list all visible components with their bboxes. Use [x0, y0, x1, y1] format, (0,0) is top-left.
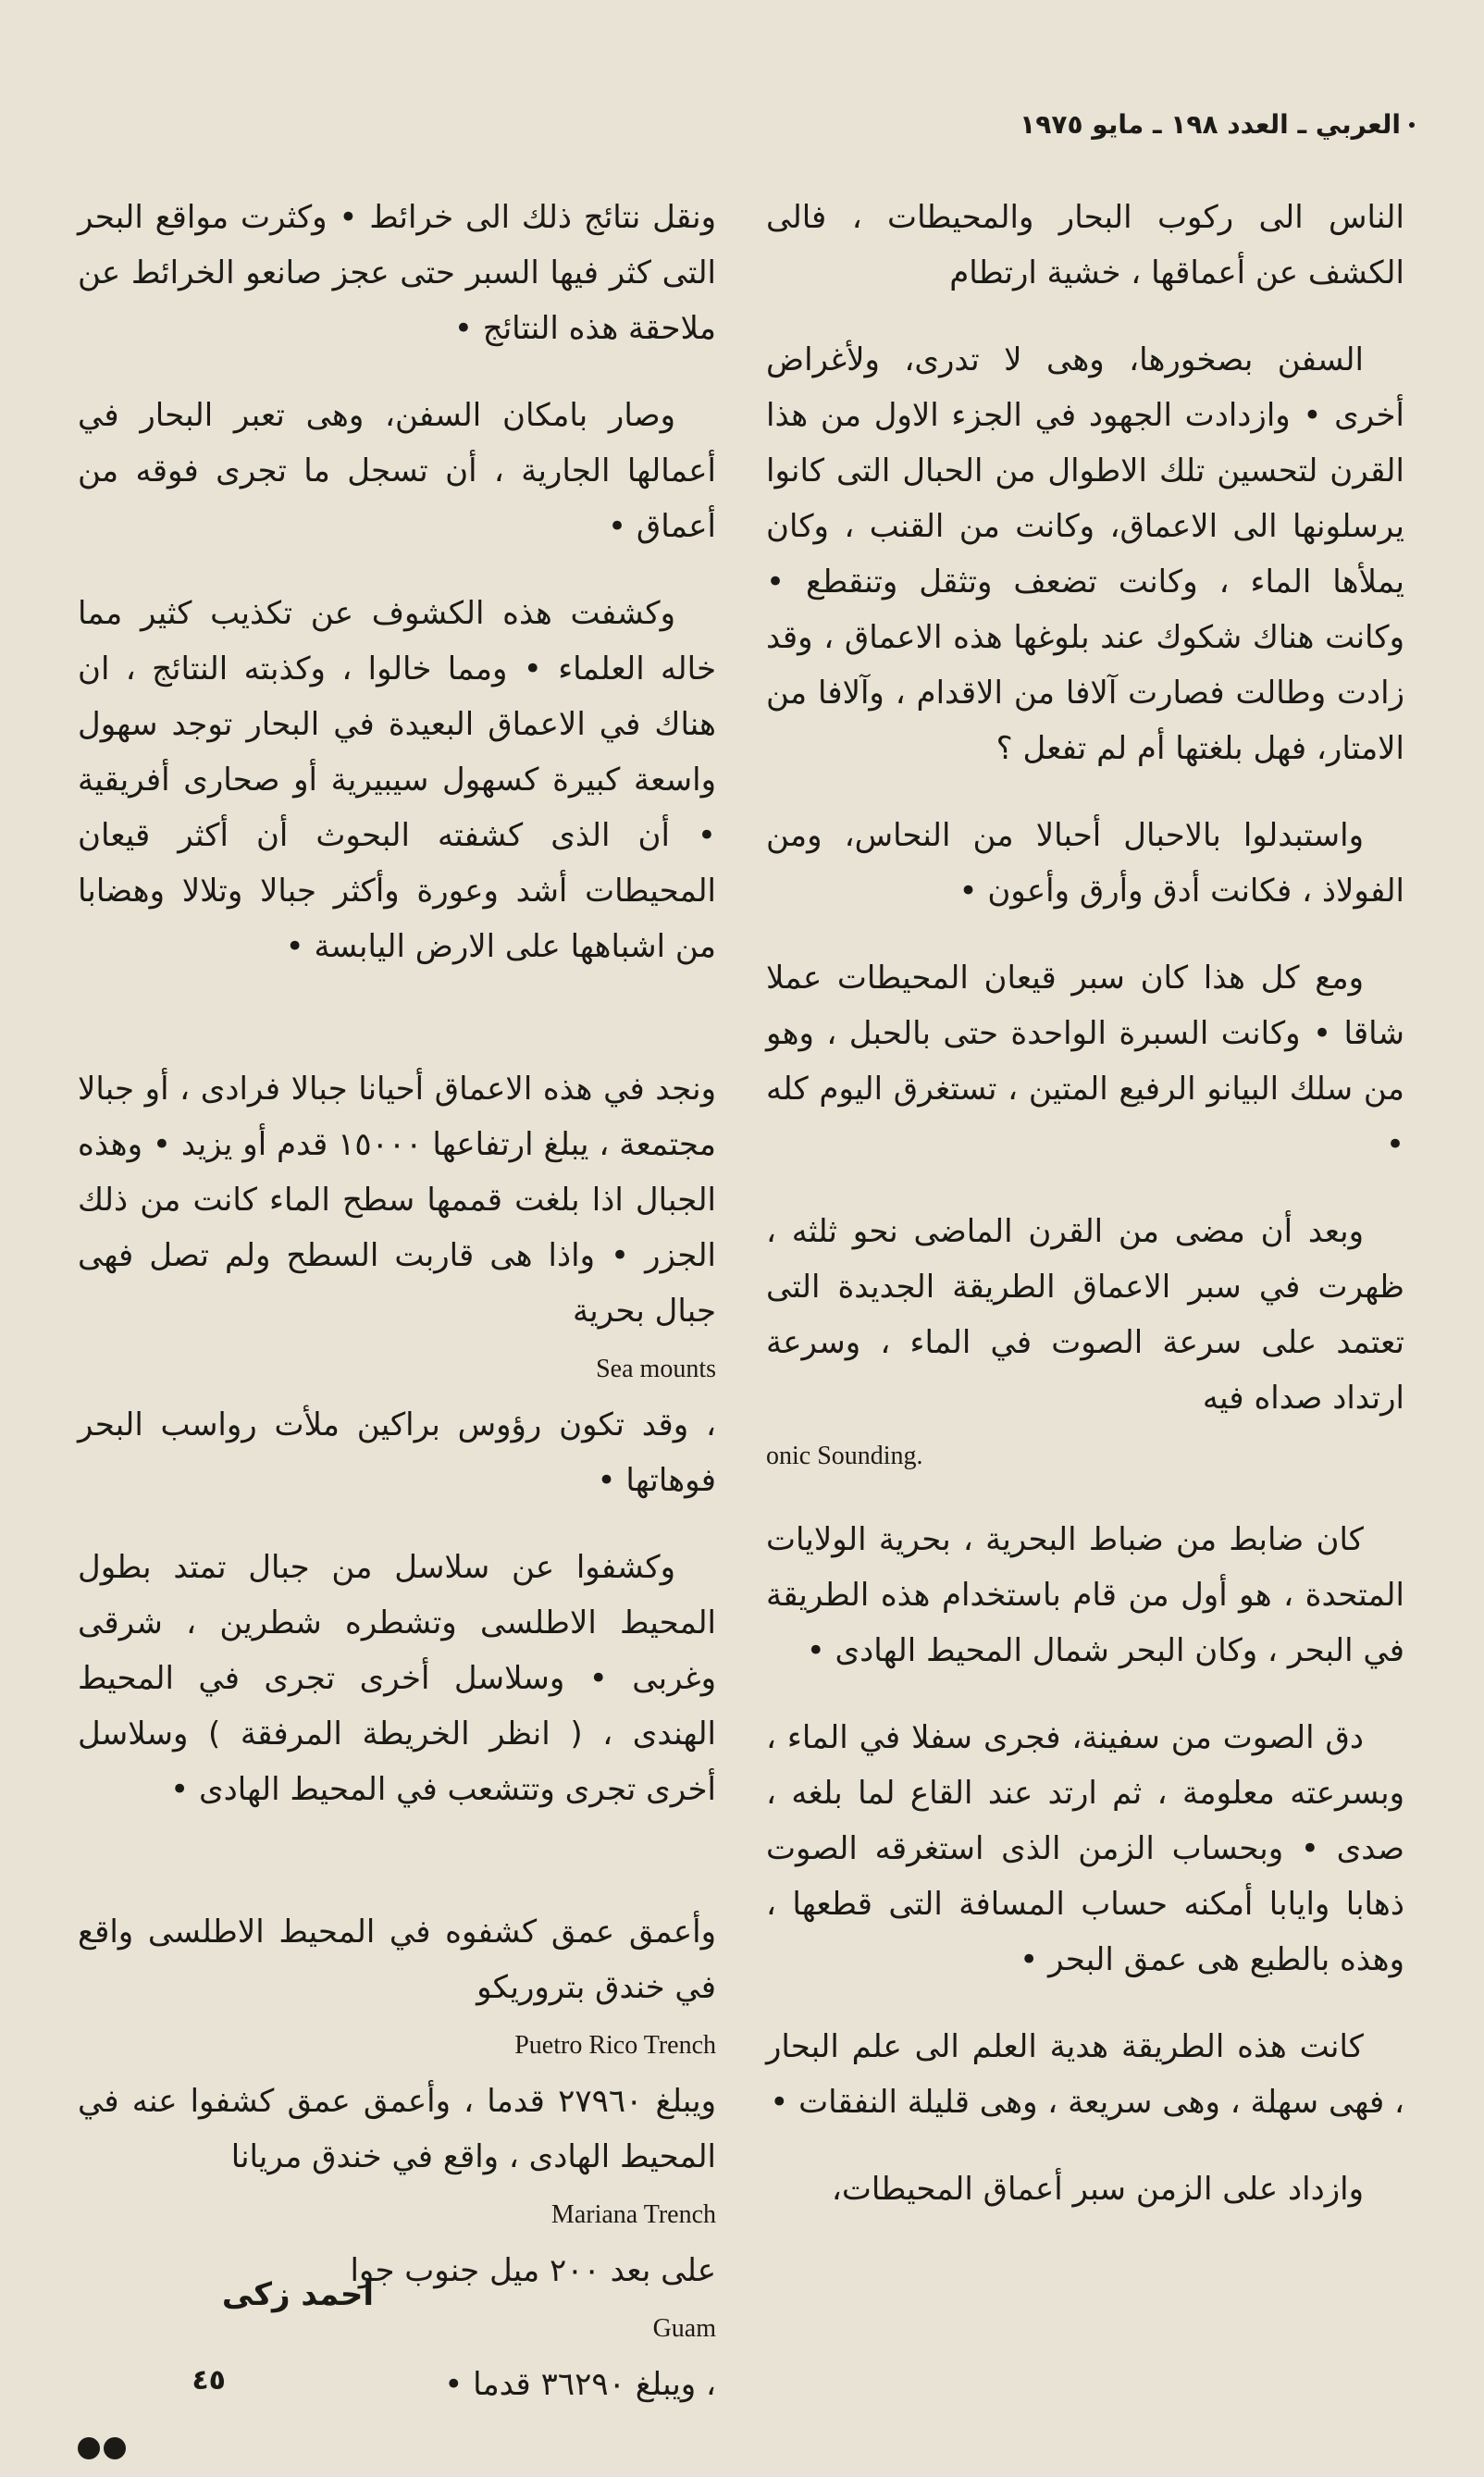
paragraph — [78, 1006, 716, 1508]
mariana-term: Mariana Trench — [550, 2200, 716, 2229]
guam-term: Guam — [652, 2314, 716, 2343]
paragraph-text: ونجد في هذه الاعماق أحيانا جبالا فرادى ، أو جبالا مجتمعة ، يبلغ ارتفاعها ١٥٠٠٠ قدم أو يزيد • وهذه الجبال اذا بلغت قممها سطح الماء كانت من ذلك الجزر • واذا هى قاربت السطح ولم تصل فهى جبال بحرية — [78, 1071, 716, 1330]
header-dot — [1409, 122, 1415, 128]
paragraph-text: وأعمق عمق كشفوه في المحيط الاطلسى واقع في خندق بتروريكو — [78, 1913, 716, 2006]
sea-mounts-term: Sea mounts — [596, 1355, 716, 1383]
right-column — [766, 190, 1404, 2248]
running-header: العربي ـ العدد ١٩٨ ـ مايو ١٩٧٥ — [1020, 109, 1401, 140]
paragraph-text: على بعد ٢٠٠ ميل جنوب جوا — [350, 2252, 716, 2289]
paragraph: الناس الى ركوب البحار والمحيطات ، فالى الكشف عن أعماقها ، خشية ارتطام — [766, 199, 1404, 291]
page-number: ٤٥ — [192, 2364, 226, 2396]
author-name: احمد زكى — [221, 2276, 374, 2313]
paragraph-text: ويبلغ ٢٧٩٦٠ قدما ، وأعمق عمق كشفوا عنه في المحيط الهادى ، واقع في خندق مريانا — [78, 2083, 716, 2175]
end-mark — [78, 2421, 716, 2477]
end-bullet — [104, 2437, 126, 2459]
sonic-sounding-label: onic Sounding. — [766, 1442, 923, 1470]
paragraph: كان ضابط من ضباط البحرية ، بحرية الولايات المتحدة ، هو أول من قام باستخدام هذه الطريقة في البحر ، وكان البحر شمال المحيط الهادى • — [766, 1521, 1404, 1669]
end-bullet — [78, 2437, 100, 2459]
paragraph: ونقل نتائج ذلك الى خرائط • وكثرت مواقع البحر التى كثر فيها السبر حتى عجز صانعو الخرائط عن ملاحقة هذه النتائج • — [78, 199, 716, 347]
paragraph-text: ، وقد تكون رؤوس براكين ملأت رواسب البحر فوهاتها • — [78, 1406, 716, 1499]
paragraph: واستبدلوا بالاحبال أحبالا من النحاس، ومن الفولاذ ، فكانت أدق وأرق وأعون • — [766, 817, 1404, 910]
paragraph: وكشفوا عن سلاسل من جبال تمتد بطول المحيط الاطلسى وتشطره شطرين ، شرقى وغربى • وسلاسل أخرى تجرى في المحيط الهندى ، ( انظر الخريطة المرفقة ) وسلاسل أخرى تجرى وتتشعب في المحيط الهادى • — [78, 1549, 716, 1808]
paragraph: دق الصوت من سفينة، فجرى سفلا في الماء ، وبسرعته معلومة ، ثم ارتد عند القاع لما بلغه ، صدى • وبحساب الزمن الذى استغرقه الصوت ذهابا وايابا أمكنه حساب المسافة التى قطعها ، وهذه بالطبع هى عمق البحر • — [766, 1719, 1404, 1978]
paragraph: ومع كل هذا كان سبر قيعان المحيطات عملا شاقا • وكانت السبرة الواحدة حتى بالحبل ، وهو من سلك البيانو الرفيع المتين ، تستغرق اليوم كله • — [766, 960, 1404, 1163]
paragraph: وكشفت هذه الكشوف عن تكذيب كثير مما خاله العلماء • ومما خالوا ، وكذبته النتائج ، ان هناك في الاعماق البعيدة في البحار توجد سهول واسعة كبيرة كسهول سيبيرية أو صحارى أفريقية • أن الذى كشفته البحوث أن أكثر قيعان المحيطات أشد وعورة وأكثر جبالا وتلالا وهضابا من اشباهها على الارض اليابسة • — [78, 595, 716, 965]
paragraph — [766, 1204, 1404, 1426]
puerto-rico-term: Puetro Rico Trench — [514, 2031, 716, 2060]
paragraph-text: ، ويبلغ ٣٦٢٩٠ قدما • — [444, 2366, 716, 2403]
paragraph-text: وبعد أن مضى من القرن الماضى نحو ثلثه ، ظهرت في سبر الاعماق الطريقة الجديدة التى تعتمد على سرعة الصوت في الماء ، وسرعة ارتداد صداه فيه — [766, 1213, 1404, 1417]
paragraph — [78, 1849, 716, 2412]
paragraph: وازداد على الزمن سبر أعماق المحيطات، — [831, 2171, 1364, 2208]
paragraph: وصار بامكان السفن، وهى تعبر البحار في أعمالها الجارية ، أن تسجل ما تجرى فوقه من أعماق • — [78, 397, 716, 545]
latin-line — [766, 1426, 1404, 1484]
left-column — [78, 190, 716, 2477]
paragraph: السفن بصخورها، وهى لا تدرى، ولأغراض أخرى • وازدادت الجهود في الجزء الاول من هذا القرن لتحسين تلك الاطوال من الحبال التى كانوا يرسلونها الى الاعماق، وكانت من القنب ، وكان يملأها الماء ، وكانت تضعف وتثقل وتنقطع • وكانت هناك شكوك عند بلوغها هذه الاعماق ، وقد زادت وطالت فصارت آلافا من الاقدام ، وآلافا من الامتار، فهل بلغتها أم لم تفعل ؟ — [766, 341, 1404, 767]
paragraph: كانت هذه الطريقة هدية العلم الى علم البحار ، فهى سهلة ، وهى سريعة ، وهى قليلة النفقات • — [766, 2028, 1404, 2121]
